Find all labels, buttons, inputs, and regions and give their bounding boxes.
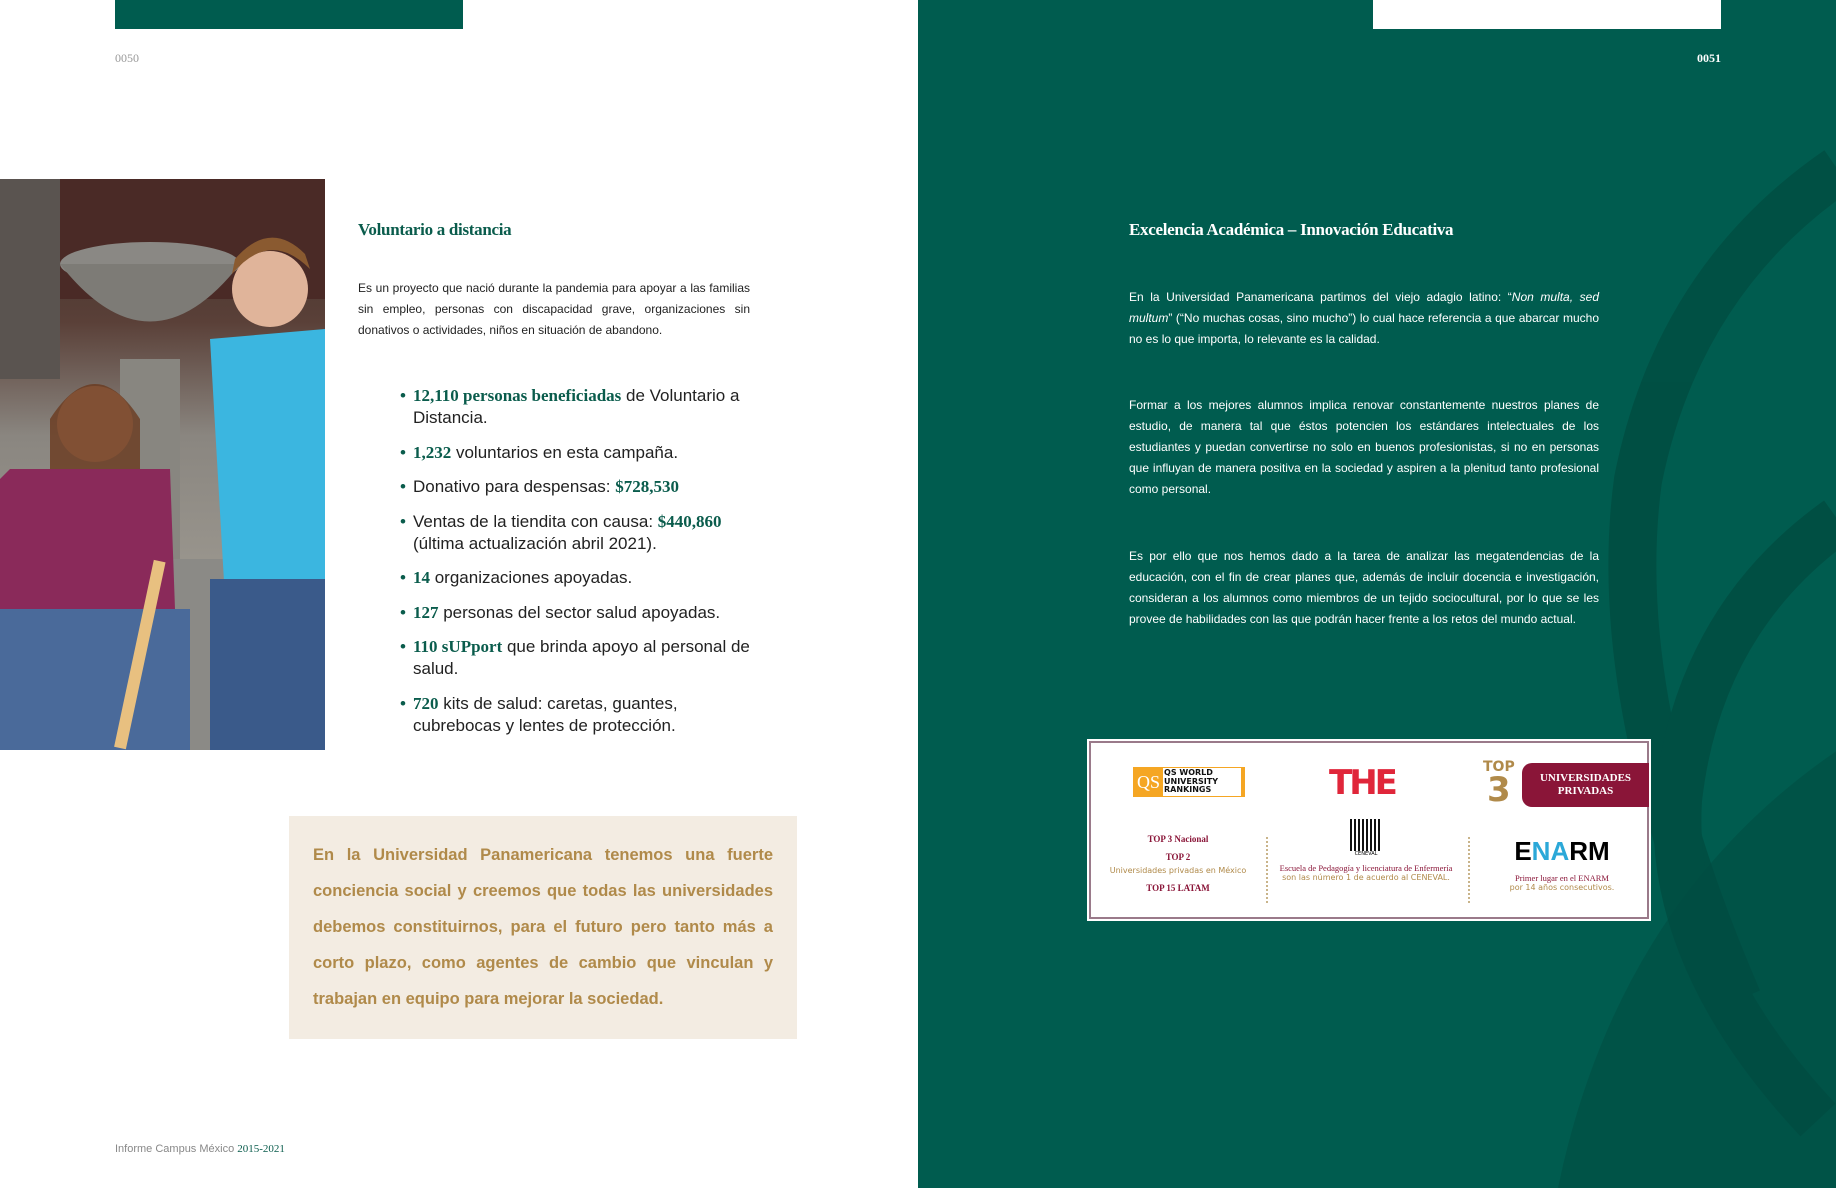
stat-item	[400, 476, 760, 498]
stats-list	[400, 385, 760, 749]
stat-value: 127	[413, 602, 439, 622]
top-accent-bar	[115, 0, 463, 29]
section-title: Excelencia Académica – Innovación Educativa	[1129, 220, 1454, 239]
p1-text: En la Universidad Panamericana partimos del viejo adagio latino: “	[1129, 290, 1512, 304]
stat-value: 720	[413, 693, 439, 713]
stat-value: 110 sUPport	[413, 637, 503, 656]
footer	[115, 1143, 285, 1155]
page-number: 0051	[1697, 51, 1721, 65]
stat-item	[400, 442, 760, 464]
stat-text: voluntarios en esta campaña.	[451, 442, 679, 462]
stat-text: de Voluntario a Distancia.	[413, 386, 740, 427]
paragraph-1	[1129, 287, 1599, 350]
stat-value: $440,860	[657, 511, 722, 531]
stat-item	[400, 693, 760, 737]
top3-mark: TOP 3	[1483, 759, 1515, 810]
quote-text: En la Universidad Panamericana tenemos una fuerte conciencia social y creemos que todas las universidades debemos constituirnos, para el futuro pero tanto más a corto plazo, como agentes de cambio que vinculan y trabajan en equipo para mejorar la sociedad.	[313, 846, 773, 1008]
rankings-box	[1089, 741, 1649, 919]
stat-item	[400, 602, 760, 624]
latin-phrase: Non multa, sed multum	[1129, 290, 1599, 325]
stat-text: personas del sector salud apoyadas.	[438, 602, 721, 622]
enarm-logo: ENARM	[1514, 836, 1610, 866]
stat-text: que brinda apoyo al personal de salud.	[413, 637, 750, 678]
footer-years: 2015-2021	[237, 1143, 285, 1155]
footer-label: Informe Campus México	[115, 1143, 238, 1155]
ceneval-logo	[1350, 819, 1382, 851]
stat-text: kits de salud: caretas, guantes, cubrebocas y lentes de protección.	[413, 693, 678, 735]
stat-item	[400, 567, 760, 589]
enarm-block: ENARM Primer lugar en el ENARM por 14 años consecutivos.	[1476, 837, 1648, 892]
stat-text: organizaciones apoyadas.	[430, 568, 633, 587]
p1-text-cont: ” (“No muchas cosas, sino mucho”) lo cual hace referencia a que abarcar mucho no es lo que importa, lo relevante es la calidad.	[1129, 311, 1599, 346]
stat-item	[400, 511, 760, 555]
ceneval-block: CENEVAL Escuela de Pedagogía y licenciatura de Enfermería son las número 1 de acuerdo al CENEVAL.	[1276, 819, 1456, 882]
stat-value: 12,110 personas beneficiadas	[413, 386, 622, 405]
stat-value: 14	[413, 568, 430, 587]
section-title: Voluntario a distancia	[358, 220, 512, 239]
stat-text: (última actualización abril 2021).	[413, 533, 657, 553]
quote-box	[289, 816, 797, 1039]
students-photo	[0, 179, 325, 750]
qs-logo: QS QS WORLD UNIVERSITY RANKINGS	[1133, 767, 1245, 797]
right-page	[918, 0, 1836, 1188]
divider	[1468, 837, 1470, 903]
photo-illustration	[0, 179, 325, 750]
top3-badge: UNIVERSIDADES PRIVADAS	[1522, 763, 1649, 807]
stat-item	[400, 636, 760, 680]
stat-item	[400, 385, 760, 429]
divider	[1266, 837, 1268, 903]
stat-text: Ventas de la tiendita con causa:	[413, 511, 658, 531]
the-logo: THE	[1329, 763, 1395, 803]
qs-details: TOP 3 Nacional TOP 2 Universidades privadas en México TOP 15 LATAM	[1109, 834, 1247, 893]
paragraph-2: Formar a los mejores alumnos implica renovar constantemente nuestros planes de estudio, de manera tal que éstos potencien los estándares intelectuales de los estudiantes y puedan convertirse no solo en buenos profesionistas, si no en personas que influyan de manera positiva en la sociedad y aspiren a la plenitud tanto profesional como personal.	[1129, 398, 1599, 496]
top-accent-bar	[1373, 0, 1721, 29]
page-number: 0050	[115, 51, 139, 65]
intro-paragraph: Es un proyecto que nació durante la pandemia para apoyar a las familias sin empleo, personas con discapacidad grave, organizaciones sin donativos o actividades, niños en situación de abandono.	[358, 281, 750, 337]
paragraph-3: Es por ello que nos hemos dado a la tarea de analizar las megatendencias de la educación, con el fin de crear planes que, además de incluir docencia e investigación, consideran a los alumnos como miembros de un tejido sociocultural, por lo que se les provee de habilidades con las que podrán hacer frente a los retos del mundo actual.	[1129, 549, 1599, 626]
stat-value: $728,530	[615, 477, 679, 496]
stat-text: Donativo para despensas:	[413, 477, 616, 496]
stat-value: 1,232	[413, 442, 452, 462]
